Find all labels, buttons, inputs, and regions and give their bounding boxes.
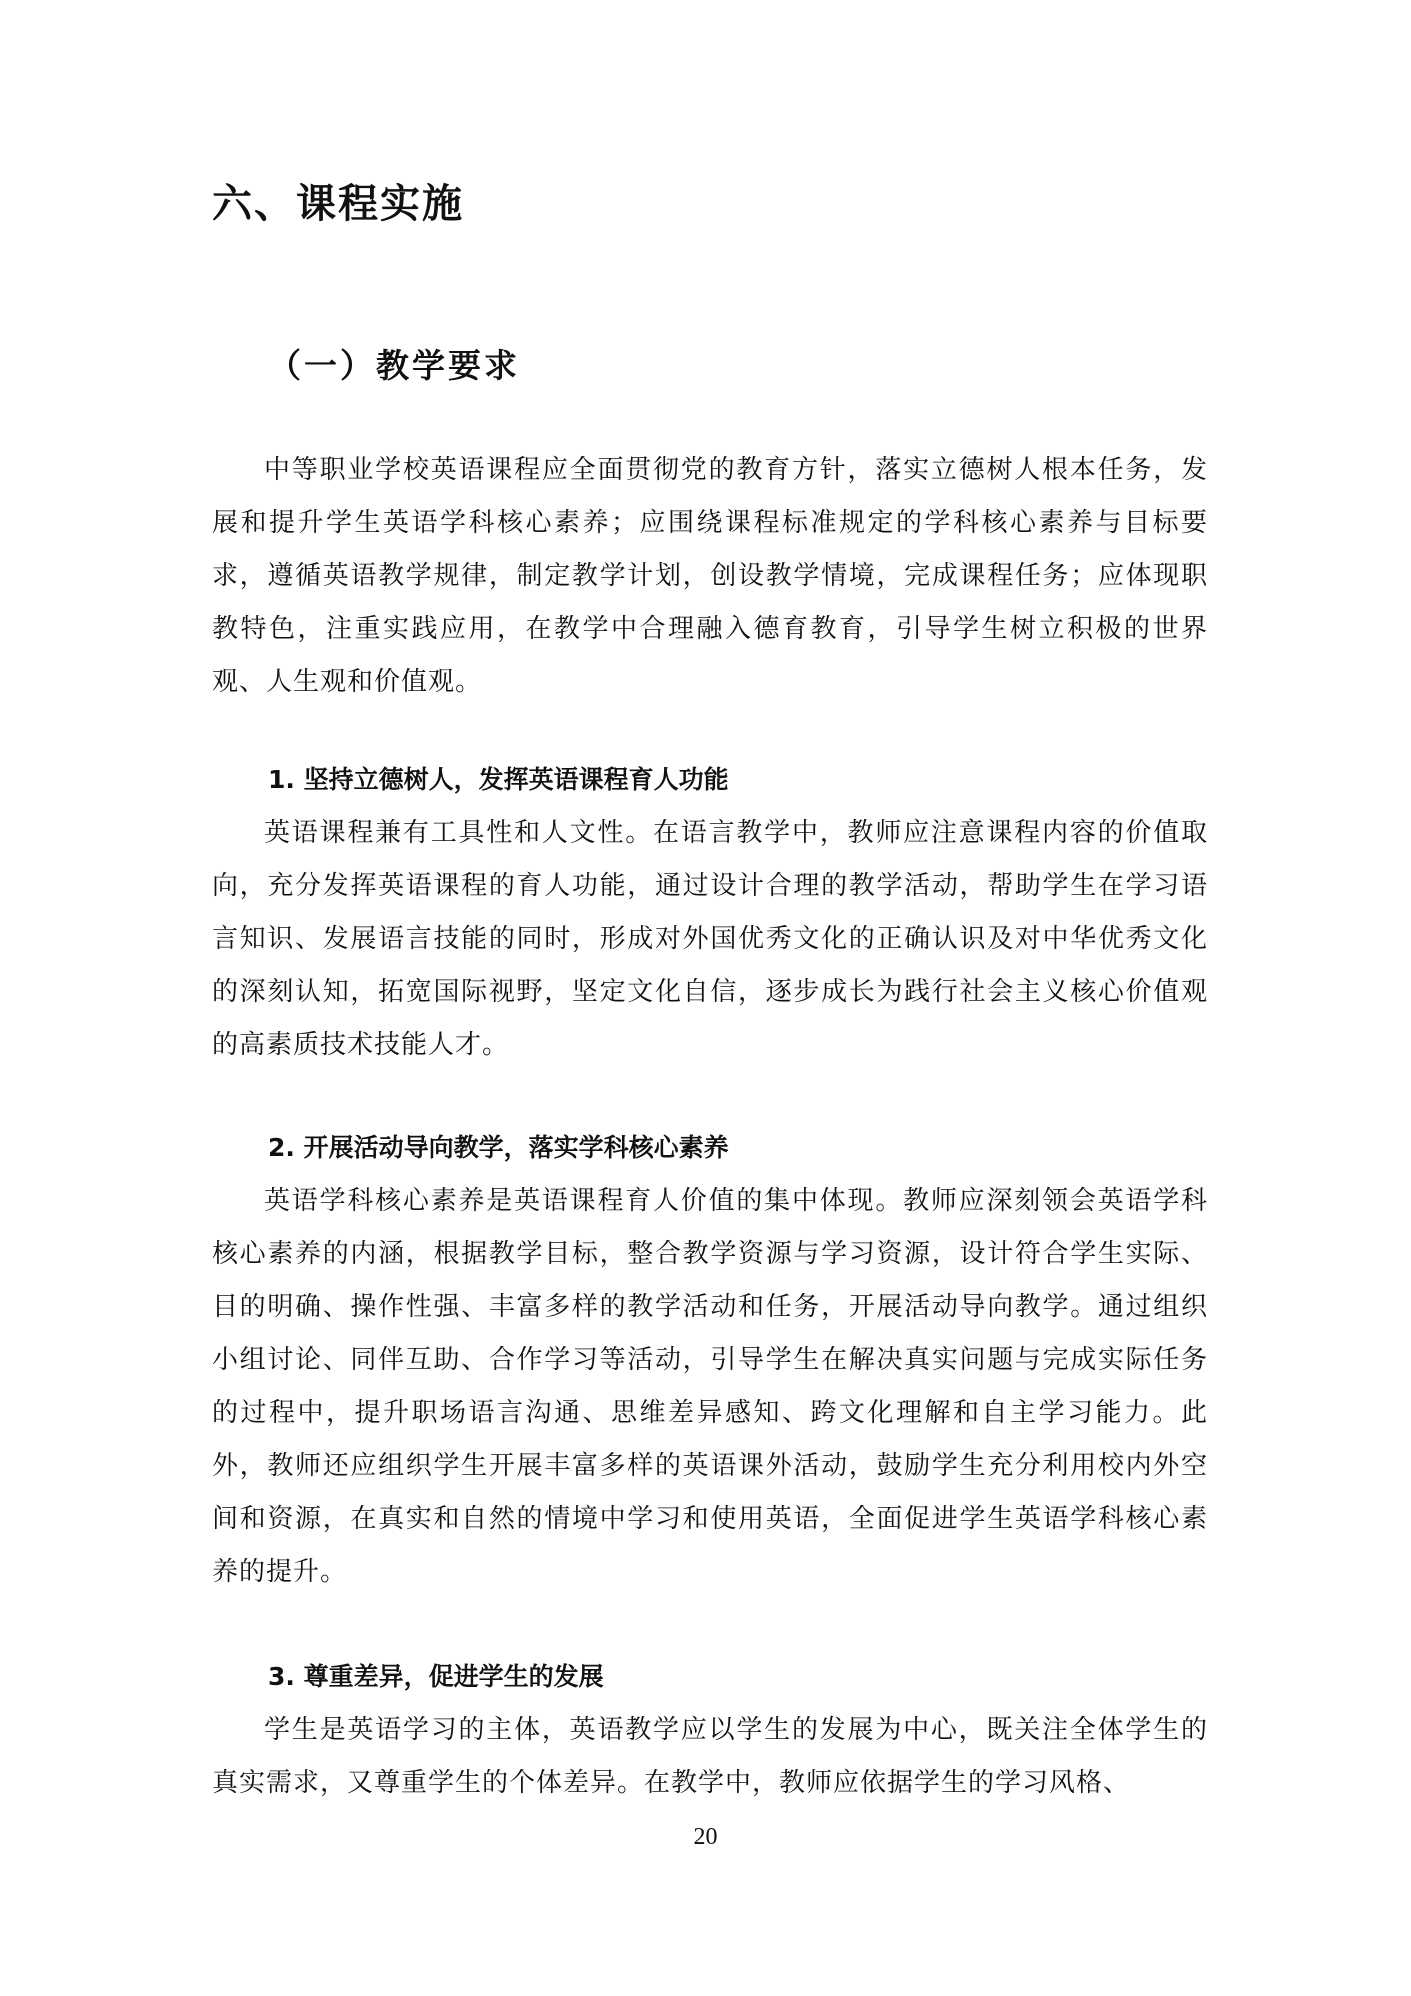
subsection-text-2: 英语学科核心素养是英语课程育人价值的集中体现。教师应深刻领会英语学科核心素养的内涵，根据教学目标，整合教学资源与学习资源，设计符合学生实际、目的明确、操作性强、丰富多样的教学活动和任务，开展活动导向教学。通过组织小组讨论、同伴互助、合作学习等活动，引导学生在解决真实问题与完成实际任务的过程中，提升职场语言沟通、思维差异感知、跨文化理解和自主学习能力。此外，教师还应组织学生开展丰富多样的英语课外活动，鼓励学生充分利用校内外空间和资源，在真实和自然的情境中学习和使用英语，全面促进学生英语学科核心素养的提升。 [212,1186,1208,1587]
section-title: （一）教学要求 [268,346,520,385]
subsection-title-2: 2. 开展活动导向教学，落实学科核心素养 [268,1133,729,1162]
page-number: 20 [693,1824,718,1850]
subsection-text-3: 学生是英语学习的主体，英语教学应以学生的发展为中心，既关注全体学生的真实需求，又尊重学生的个体差异。在教学中，教师应依据学生的学习风格、 [212,1715,1208,1798]
subsection-title-3: 3. 尊重差异，促进学生的发展 [268,1662,604,1691]
subsection-text-1: 英语课程兼有工具性和人文性。在语言教学中，教师应注意课程内容的价值取向，充分发挥英语课程的育人功能，通过设计合理的教学活动，帮助学生在学习语言知识、发展语言技能的同时，形成对外国优秀文化的正确认识及对中华优秀文化的深刻认知，拓宽国际视野，坚定文化自信，逐步成长为践行社会主义核心价值观的高素质技术技能人才。 [212,818,1208,1060]
subsection-title-1: 1. 坚持立德树人，发挥英语课程育人功能 [268,765,729,794]
chapter-title: 六、课程实施 [212,181,464,227]
intro-paragraph: 中等职业学校英语课程应全面贯彻党的教育方针，落实立德树人根本任务，发展和提升学生英语学科核心素养；应围绕课程标准规定的学科核心素养与目标要求，遵循英语教学规律，制定教学计划，创设教学情境，完成课程任务；应体现职教特色，注重实践应用，在教学中合理融入德育教育，引导学生树立积极的世界观、人生观和价值观。 [212,455,1208,697]
